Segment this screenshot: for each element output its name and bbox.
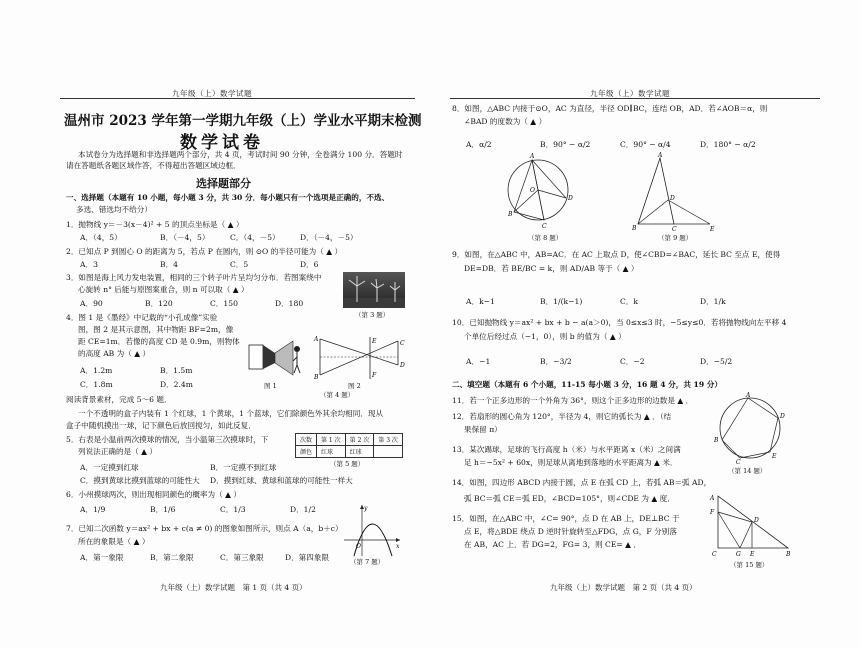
table-cell bbox=[374, 446, 403, 458]
right-page bbox=[430, 0, 860, 647]
table-cell: 红球 bbox=[317, 446, 346, 458]
intro-line-2: 请在答题纸各题区域作答，不得超出答题区域边框． bbox=[66, 161, 241, 170]
q3-option-a: A．90 bbox=[80, 299, 103, 308]
q15-stem-cont-1: 点 E，将△BDE 绕点 D 逆时针旋转至△FDG，点 G，F 分别落 bbox=[464, 527, 677, 536]
q1-option-c: C．（4，－5） bbox=[230, 233, 280, 242]
svg-text:E: E bbox=[372, 338, 377, 345]
q3-option-d: D．180 bbox=[275, 299, 304, 308]
q4-stem-cont-2: 距 CE=1m．若像的高度 CD 是 0.9m，则物体 bbox=[78, 337, 240, 346]
q10-option-b: B．−3/2 bbox=[540, 357, 572, 366]
q2-option-a: A．3 bbox=[80, 260, 98, 269]
svg-text:D: D bbox=[780, 413, 785, 420]
table-cell: 第 3 次 bbox=[374, 434, 403, 446]
svg-text:C: C bbox=[400, 340, 405, 347]
q3-option-b: B．120 bbox=[145, 299, 173, 308]
exam-title: 温州市 2023 学年第一学期九年级（上）学业水平期末检测 bbox=[64, 113, 422, 129]
svg-text:D: D bbox=[670, 195, 675, 202]
q7-caption: （第 7 题） bbox=[350, 558, 385, 566]
page-footer: 九年级（上）数学试题 第 1 页（共 4 页） bbox=[160, 583, 307, 592]
q14-stem: 14．如图，四边形 ABCD 内接于圆，点 E 在弧 CD 上，若弧 AB＝弧 AD， bbox=[452, 478, 712, 487]
q15-caption: （第 15 题） bbox=[730, 561, 769, 569]
pinhole-figure-1 bbox=[245, 335, 305, 380]
q7-stem: 7．已知二次函数 y＝ax² + bx + c(a ≠ 0) 的图象如图所示，则点 A（a，b＋c） bbox=[66, 524, 343, 533]
q1-option-b: B．（－4，5） bbox=[160, 233, 210, 242]
q3-option-c: C．150 bbox=[210, 299, 238, 308]
fig1-label: 图 1 bbox=[264, 382, 277, 390]
q10-option-a: A．−1 bbox=[466, 357, 491, 366]
svg-text:F: F bbox=[372, 372, 377, 379]
q12-stem: 12．若扇形的圆心角为 120°，半径为 4，则它的弧长为 ▲ ．（结 bbox=[452, 412, 672, 421]
svg-text:C: C bbox=[542, 223, 547, 230]
q14-circle-figure bbox=[710, 392, 790, 464]
table-row bbox=[296, 446, 403, 458]
q9-triangle-figure bbox=[630, 152, 730, 232]
q4-option-d: D．2.4m bbox=[160, 380, 193, 389]
svg-text:E: E bbox=[772, 453, 777, 460]
q7-option-d: D．第四象限 bbox=[285, 553, 330, 562]
q10-stem: 10．已知抛物线 y＝ax² + bx + b − a(a＞0)，当 0≤x≤3 时，−5≤y≤0．若将抛物线向左平移 4 bbox=[452, 318, 787, 327]
q9-option-b: B．1/(k−1) bbox=[540, 297, 583, 306]
page-header: 九年级（上）数学试题 bbox=[590, 89, 670, 98]
header-rule bbox=[450, 98, 820, 99]
q3-stem-cont: 心旋转 n° 后能与原图案重合，则 n 可以取（ ▲ ） bbox=[78, 285, 249, 294]
exam-subtitle: 数学试卷 bbox=[180, 133, 264, 153]
svg-text:x: x bbox=[396, 543, 400, 550]
q6-option-c: C．1/3 bbox=[220, 505, 246, 514]
q12-stem-cont: 果保留 π） bbox=[464, 425, 502, 434]
svg-text:A: A bbox=[710, 495, 715, 502]
q9-caption: （第 9 题） bbox=[658, 234, 693, 242]
q8-option-c: C．90° − α/4 bbox=[620, 140, 671, 149]
background-text-2: 盒子中随机摸出一球，记下颜色后放回搅匀，如此反复． bbox=[66, 421, 256, 430]
svg-text:B: B bbox=[632, 225, 637, 232]
intro-line-1: 本试卷分为选择题和非选择题两个部分，共 4 页，考试时间 90 分钟，全卷满分 100 分．答题时 bbox=[78, 150, 403, 159]
wind-turbine-photo bbox=[343, 272, 405, 308]
q6-option-a: A．1/9 bbox=[80, 505, 106, 514]
q4-option-a: A．1.2m bbox=[80, 366, 113, 375]
background-intro: 阅读背景素材，完成 5～6 题． bbox=[66, 395, 172, 404]
q4-stem-cont-3: 的高度 AB 为（ ▲ ） bbox=[78, 349, 151, 358]
svg-text:C: C bbox=[672, 226, 677, 232]
q1-option-d: D．（－4，－5） bbox=[300, 233, 358, 242]
q3-stem: 3．如图是海上风力发电装置，相同的三个转子叶片呈均匀分布．若图案绕中 bbox=[66, 273, 322, 282]
q8-stem-cont: ∠BAD 的度数为（ ▲ ） bbox=[464, 117, 547, 126]
page-header: 九年级（上）数学试题 bbox=[172, 89, 252, 98]
q7-option-c: C．第三象限 bbox=[220, 553, 264, 562]
svg-text:G: G bbox=[736, 551, 741, 558]
svg-text:B: B bbox=[508, 211, 513, 218]
header-rule bbox=[60, 98, 415, 99]
section-title: 选择题部分 bbox=[196, 177, 251, 190]
q14-stem-cont: 弧 BC＝弧 CE＝弧 ED，∠BCD=105°，则∠CDE 为 ▲ 度． bbox=[464, 494, 675, 503]
q4-stem-cont-1: 图，图 2 是其示意图，其中物距 BF=2m，像 bbox=[78, 325, 234, 334]
svg-text:D: D bbox=[568, 195, 573, 202]
background-text-1: 一个不透明的盒子内装有 1 个红球，1 个黄球，1 个蓝球，它们除颜色外其余均相同．现从 bbox=[78, 409, 384, 418]
q2-option-b: B．4 bbox=[160, 260, 179, 269]
q8-stem: 8．如图，△ABC 内接于⊙O，AC 为直径，半径 OD∥BC，连结 OB，AD．若∠AOB＝α，则 bbox=[452, 104, 768, 113]
q5-option-a: A．一定摸到红球 bbox=[80, 463, 139, 472]
q5-stem-cont: 列说法正确的是（ ▲ ） bbox=[78, 447, 158, 456]
svg-text:D: D bbox=[400, 362, 405, 369]
q4-caption: （第 4 题） bbox=[320, 391, 355, 399]
svg-text:A: A bbox=[746, 392, 751, 399]
q13-stem-cont: 足 h＝−5x² + 60x，则足球从离地到落地的水平距离为 ▲ 米． bbox=[464, 458, 678, 467]
part1-heading: 一、选择题（本题有 10 小题，每小题 3 分，共 30 分．每小题只有一个选项是正确的，不选、 bbox=[66, 193, 390, 202]
svg-text:O: O bbox=[356, 543, 361, 550]
svg-text:F: F bbox=[710, 509, 715, 516]
q5-caption: （第 5 题） bbox=[330, 460, 365, 468]
q8-option-d: D．180° − α/2 bbox=[700, 140, 756, 149]
page-footer: 九年级（上）数学试题 第 2 页（共 4 页） bbox=[550, 583, 697, 592]
q7-option-b: B．第二象限 bbox=[150, 553, 194, 562]
q14-caption: （第 14 题） bbox=[728, 467, 767, 475]
q8-caption: （第 8 题） bbox=[528, 234, 563, 242]
q7-stem-cont: 所在的象限是（ ▲ ） bbox=[78, 537, 150, 546]
table-cell: 次数 bbox=[296, 434, 317, 446]
q2-option-d: D．6 bbox=[300, 260, 319, 269]
svg-text:B: B bbox=[786, 551, 791, 558]
q9-stem-cont: DE=DB．若 BE/BC = k，则 AD/AB 等于（ ▲ ） bbox=[464, 264, 639, 273]
q5-table bbox=[295, 433, 403, 458]
q15-triangle-figure bbox=[700, 492, 796, 558]
q10-stem-cont: 个单位后经过点（−1，0），则 b 的值为（ ▲ ） bbox=[464, 332, 626, 341]
q10-option-c: C．−2 bbox=[620, 357, 645, 366]
q5-option-d: D．摸到红球、黄球和蓝球的可能性一样大 bbox=[210, 476, 353, 485]
pinhole-figure-2 bbox=[312, 335, 406, 383]
q5-stem: 5．右表是小温前两次摸球的情况，当小温第三次摸球时，下 bbox=[66, 435, 269, 444]
q1-stem: 1．抛物线 y＝－3(x－4)² + 5 的顶点坐标是（ ▲ ） bbox=[66, 220, 244, 229]
q15-stem-cont-2: 在 AB，AC 上．若 DG=2，FG= 3，则 CE= ▲ ． bbox=[464, 540, 642, 549]
svg-text:B: B bbox=[714, 437, 719, 444]
q5-option-b: B．一定摸不到红球 bbox=[210, 463, 277, 472]
q6-option-d: D．1/2 bbox=[290, 505, 316, 514]
svg-text:B: B bbox=[314, 374, 319, 381]
q4-option-b: B．1.5m bbox=[160, 366, 193, 375]
q4-option-c: C．1.8m bbox=[80, 380, 113, 389]
svg-text:A: A bbox=[314, 336, 319, 343]
q10-option-d: D．−5/2 bbox=[700, 357, 733, 366]
svg-text:A: A bbox=[658, 152, 663, 159]
q8-option-b: B．90° − α/2 bbox=[540, 140, 591, 149]
q9-option-d: D．1/k bbox=[700, 297, 726, 306]
svg-text:E: E bbox=[710, 226, 715, 232]
table-cell: 红球 bbox=[345, 446, 374, 458]
part2-heading: 二、填空题（本题有 6 个小题，11-15 每小题 3 分，16 题 4 分，共 19 分） bbox=[452, 380, 722, 389]
q7-option-a: A．第一象限 bbox=[80, 553, 124, 562]
table-cell: 颜色 bbox=[296, 446, 317, 458]
q9-option-a: A．k−1 bbox=[466, 297, 495, 306]
q9-option-c: C．k bbox=[620, 297, 639, 306]
q3-caption: （第 3 题） bbox=[355, 311, 390, 319]
q6-option-b: B．1/6 bbox=[150, 505, 176, 514]
svg-text:E: E bbox=[750, 551, 755, 558]
svg-text:O: O bbox=[530, 187, 535, 194]
q7-parabola-graph bbox=[340, 502, 402, 558]
q9-stem: 9．如图，在△ABC 中，AB=AC．在 AC 上取点 D，使∠CBD=∠BAC，延长 BC 至点 E，使得 bbox=[452, 250, 781, 259]
svg-text:A: A bbox=[530, 153, 535, 160]
q8-option-a: A．α/2 bbox=[466, 140, 492, 149]
q5-option-c: C．摸到黄球比摸到蓝球的可能性大 bbox=[80, 476, 200, 485]
svg-text:C: C bbox=[736, 459, 741, 464]
table-cell: 第 1 次 bbox=[317, 434, 346, 446]
svg-text:C: C bbox=[712, 551, 717, 558]
svg-text:D: D bbox=[754, 517, 759, 524]
q2-stem: 2．已知点 P 到圆心 O 的距离为 5，若点 P 在圆内，则 ⊙O 的半径可能为（ ▲ ） bbox=[66, 247, 343, 256]
q4-stem: 4．图 1 是《墨经》中记载的“小孔成像”实验 bbox=[66, 313, 218, 322]
table-cell: 第 2 次 bbox=[345, 434, 374, 446]
part1-heading-cont: 多选、错选均不给分） bbox=[76, 205, 152, 214]
q1-option-a: A．（4，5） bbox=[80, 233, 122, 242]
q13-stem: 13．某次踢球，足球的飞行高度 h（米）与水平距离 x（米）之间满 bbox=[452, 445, 681, 454]
q8-circle-figure bbox=[500, 152, 580, 232]
svg-text:y: y bbox=[364, 505, 368, 512]
q2-option-c: C．5 bbox=[230, 260, 249, 269]
q11-stem: 11．若一个正多边形的一个外角为 36°，则这个正多边形的边数是 ▲ ． bbox=[452, 396, 694, 405]
q6-stem: 6．小州摸球两次，则出现相同颜色的概率为（ ▲ ） bbox=[66, 490, 241, 499]
fig2-label: 图 2 bbox=[348, 382, 361, 390]
q15-stem: 15．如图，在△ABC 中，∠C= 90°，点 D 在 AB 上，DE⊥BC 于 bbox=[452, 514, 680, 523]
table-header-row bbox=[296, 434, 403, 446]
